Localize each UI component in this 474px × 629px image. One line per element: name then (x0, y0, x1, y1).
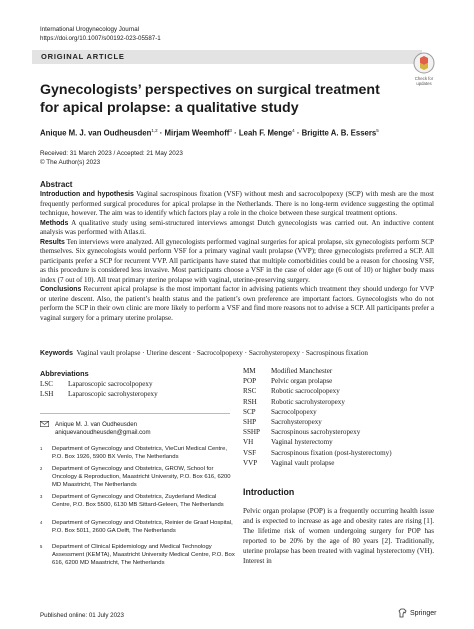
abbreviation-row (243, 366, 392, 376)
abbreviation-definition: Sacrospinous sacrohysteropexy (271, 428, 361, 437)
abstract-section (40, 285, 434, 323)
published-date: Published online: 01 July 2023 (40, 612, 124, 619)
author-affiliation-marker: 5 (376, 128, 379, 133)
publisher-logo (398, 608, 436, 618)
author-name[interactable]: Anique M. J. van Oudheusden (40, 128, 152, 138)
abstract-section-text: Recurrent apical prolapse is the most important factor in advising patients which treatment they should undergo for VVP or uterine descent. Also, the patient’s health status and the patient’s own preference are important factors. Gynecologists who do not perform the SCP in their own clinic are more likely to perform a VSF and find more reasons not to advise a SCP. All participants prefer a vaginal surgery for a primary uterine prolapse. (40, 285, 434, 322)
introduction-heading: Introduction (243, 487, 295, 497)
author-name[interactable]: Mirjam Weemhoff (164, 128, 230, 138)
abbreviation-definition: Sacrohysteropexy (271, 418, 322, 427)
affiliation-number: 3 (40, 494, 43, 499)
abstract-section-text: A qualitative study using semi-structured interviews amongst Dutch gynecologists was carried out. An inductive content analysis was performed with Atlas.ti. (40, 218, 434, 236)
abbreviations-list-left (40, 379, 158, 399)
abbreviation-code: LSH (40, 390, 54, 399)
affiliation-text: Department of Gynecology and Obstetrics, Zuyderland Medical Centre, P.O. Box 5500, 6130 MB Sittard-Geleen, The Netherlands (52, 494, 224, 508)
keywords-text: Vaginal vault prolapse · Uterine descent · Sacrocolpopexy · Sacrohysteropexy · Sacrospinous fixation (76, 349, 369, 357)
affiliation-number: 4 (40, 520, 43, 525)
abbreviation-definition: Vaginal hysterectomy (271, 438, 333, 447)
affiliation-text: Department of Gynecology and Obstetrics, VieCuri Medical Centre, P.O. Box 1926, 5900 BX Venlo, The Netherlands (52, 446, 228, 460)
check-for-updates-label[interactable] (405, 76, 443, 86)
author-separator: · (231, 128, 239, 138)
abbreviation-definition: Sacrospinous fixation (post-hysterectomy) (271, 448, 392, 457)
abbreviation-row (243, 417, 392, 427)
check-updates-line1: Check for (414, 76, 434, 81)
abstract-section-label: Results (40, 238, 65, 246)
affiliation-text: Department of Gynecology and Obstetrics, Reinier de Graaf Hospital, P.O. Box 5011, 2600 GA Delft, The Netherlands (52, 520, 233, 534)
received-accepted-dates: Received: 31 March 2023 / Accepted: 21 May 2023 (40, 150, 183, 157)
abstract-heading: Abstract (40, 180, 73, 189)
abbreviation-code: VSF (243, 448, 257, 457)
abbreviation-row (243, 458, 392, 468)
author-name[interactable]: Brigitte A. B. Essers (301, 128, 377, 138)
envelope-icon (40, 421, 49, 427)
abbreviation-definition: Pelvic organ prolapse (271, 377, 333, 386)
footnote-divider (40, 413, 230, 414)
abbreviation-definition: Vaginal vault prolapse (271, 458, 335, 467)
abstract-section (40, 238, 434, 286)
author-name[interactable]: Leah F. Menge (238, 128, 293, 138)
affiliation (40, 543, 235, 567)
author-affiliation-marker: 1,2 (151, 128, 158, 133)
author-affiliation-marker: 3 (229, 128, 232, 133)
abstract-section-label: Introduction and hypothesis (40, 191, 134, 198)
abbreviation-code: SCP (243, 407, 256, 416)
abbreviation-definition: Laparoscopic sacrocolpopexy (68, 380, 153, 388)
affiliation-number: 1 (40, 446, 43, 451)
abbreviation-row (243, 448, 392, 458)
introduction-text: Pelvic organ prolapse (POP) is a frequently occurring health issue and is expected to increase as age and obesity rates are rising [1]. The lifetime risk of women undergoing surgery for POP has reported to be 20% by the age of 80 years [2]. Traditionally, uterine prolapse has been treated with vaginal hysterectomy (VH). Interest in (243, 507, 434, 565)
abbreviation-row (243, 437, 392, 447)
publisher-name: Springer (410, 609, 437, 617)
abstract-section (40, 219, 434, 238)
abbreviation-definition: Modified Manchester (271, 367, 333, 375)
abbreviation-code: SHP (243, 418, 257, 427)
abbreviation-row (40, 379, 158, 389)
abbreviation-row (243, 386, 392, 396)
abbreviation-definition: Laparoscopic sacrohysteropexy (68, 390, 158, 399)
abbreviations-heading: Abbreviations (40, 369, 89, 378)
article-dates (40, 150, 183, 168)
doi-link[interactable]: https://doi.org/10.1007/s00192-023-05587-1 (40, 34, 161, 42)
keywords (40, 349, 434, 357)
affiliation-text: Department of Clinical Epidemiology and Medical Technology Assessment (KEMTA), Maastricht University Medical Centre, P.O. Box 616, 6200 MD Maastricht, The Netherlands (52, 544, 235, 566)
author-list (40, 128, 440, 138)
abbreviation-row (243, 407, 392, 417)
abbreviation-code: POP (243, 377, 257, 386)
abbreviation-definition: Sacrocolpopexy (271, 407, 317, 416)
abstract-section-label: Methods (40, 219, 69, 227)
corresponding-author-name: Anique M. J. van Oudheusden (55, 421, 137, 428)
author-separator: · (157, 128, 165, 138)
affiliation (40, 445, 235, 461)
abbreviation-code: LSC (40, 380, 54, 388)
abbreviation-code: RSH (243, 397, 257, 406)
abbreviation-definition: Robotic sacrocolpopexy (271, 387, 340, 396)
abbreviation-code: SSHP (243, 428, 260, 437)
abbreviations-list-right (243, 366, 392, 468)
abbreviation-code: VVP (243, 458, 258, 467)
check-for-updates-icon[interactable] (413, 52, 435, 74)
keywords-label: Keywords (40, 350, 73, 357)
copyright-notice: © The Author(s) 2023 (40, 158, 101, 166)
abbreviation-row (243, 427, 392, 437)
affiliation-number: 5 (40, 544, 43, 549)
abbreviation-code: RSC (243, 387, 257, 396)
abstract-section-text: Ten interviews were analyzed. All gynecologists performed vaginal surgeries for apical prolapse, six gynecologists perform SCP themselves. Six gynecologists would perform VSF for a primary vaginal vault prolapse (VVP); three gynecologists preferred a SCP. All participants prefer a SCP for recurrent VVP. All participants have stated that multiple comorbidities could be a reason for choosing VSF, as this procedure is considered less invasive. Most participants choose a VSF in the case of older age (6 out of 10) or higher body mass index (7 out of 10). All treat primary uterine prolapse with vaginal, uterine-preserving surgery. (40, 237, 434, 284)
journal-name: International Urogynecology Journal (40, 26, 140, 33)
journal-header (40, 26, 161, 43)
affiliation (40, 519, 235, 535)
affiliation (40, 465, 235, 489)
abbreviation-row (243, 397, 392, 407)
abbreviation-row (40, 389, 158, 399)
abbreviation-code: MM (243, 367, 256, 375)
author-affiliation-marker: 4 (292, 128, 295, 133)
abstract-section-text: Vaginal sacrospinous fixation (VSF) without mesh and sacrocolpopexy (SCP) with mesh are the most frequently performed surgical procedures for apical prolapse in the Netherlands. There is no long-term evidence suggesting the optimal technique, however. The aim was to identify which factors play a role in the choice between these surgical treatment options. (40, 190, 435, 217)
abstract-section (40, 190, 434, 219)
abbreviation-code: VH (243, 438, 254, 447)
abstract-body (40, 190, 434, 323)
affiliation (40, 493, 235, 509)
corresponding-author-email[interactable]: aniquevanoudheusden@gmail.com (55, 429, 151, 436)
affiliation-number: 2 (40, 466, 43, 471)
springer-horse-icon (398, 608, 407, 618)
abbreviation-definition: Robotic sacrohysteropexy (271, 397, 345, 406)
article-type-label: ORIGINAL ARTICLE (41, 52, 125, 61)
abstract-section-label: Conclusions (40, 286, 82, 293)
abbreviation-row (243, 376, 392, 386)
corresponding-author (40, 421, 151, 437)
affiliation-text: Department of Gynecology and Obstetrics, GROW, School for Oncology & Reproduction, Maastricht University, P.O. Box 616, 6200 MD Maastricht, The Netherlands (52, 466, 231, 488)
author-separator: · (294, 128, 302, 138)
check-updates-line2: updates (416, 81, 432, 86)
article-title: Gynecologists’ perspectives on surgical treatment for apical prolapse: a qualitative study (40, 82, 380, 116)
